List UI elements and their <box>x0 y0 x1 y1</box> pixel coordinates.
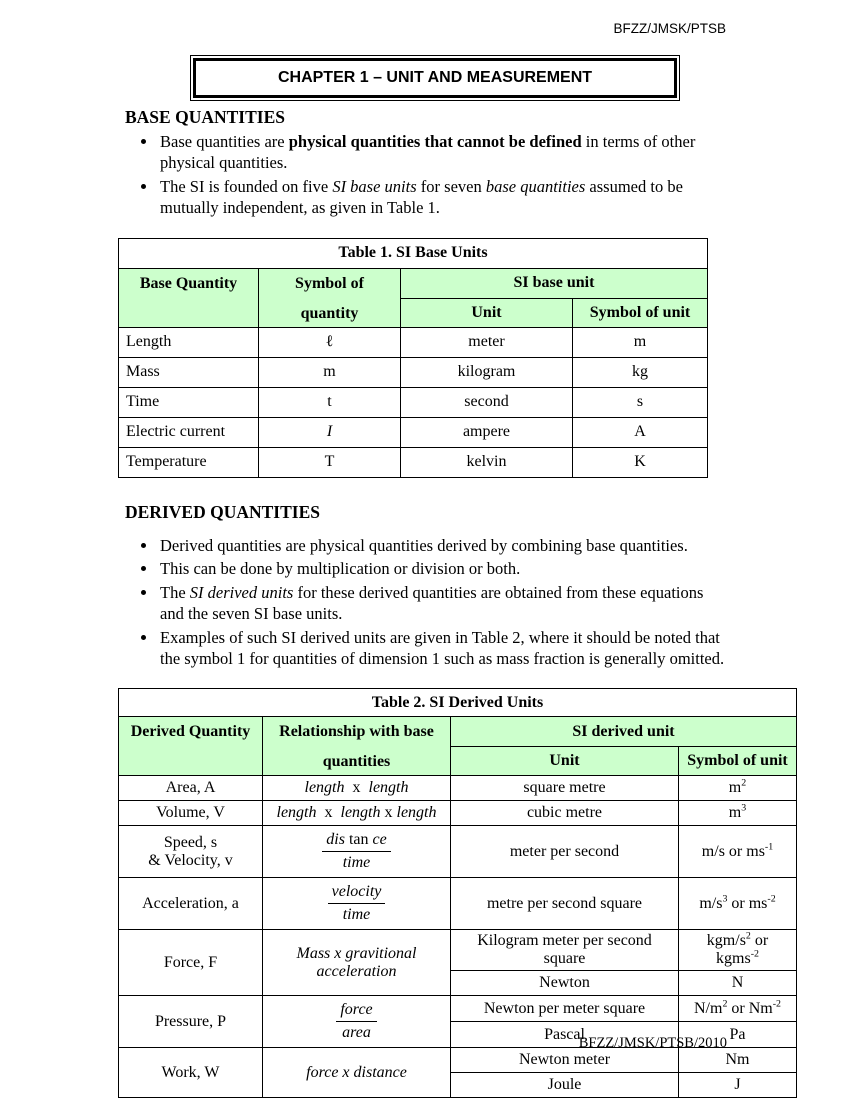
unit-symbol-cell <box>679 1073 797 1098</box>
text-segment: Base quantities are <box>160 132 289 151</box>
unit-symbol-cell <box>573 417 708 447</box>
text-segment: x <box>380 804 397 822</box>
quantity-symbol-cell <box>259 417 401 447</box>
unit-symbol-cell <box>679 878 797 930</box>
text-segment: kgm/s <box>706 932 746 950</box>
unit-cell: cubic metre <box>451 801 679 826</box>
derived-quantity-cell: Acceleration, a <box>119 878 263 930</box>
relationship-cell <box>263 996 451 1048</box>
derived-quantity-cell: Pressure, P <box>119 996 263 1048</box>
header-line-2: quantity <box>300 304 359 322</box>
fraction-numerator <box>322 831 390 852</box>
unit-symbol-cell <box>679 996 797 1022</box>
text-segment: in terms of other <box>581 132 696 151</box>
table1-header-row-1 <box>119 268 708 298</box>
text-segment: for seven <box>416 176 486 196</box>
table-si-base-units <box>118 238 708 478</box>
text-segment: ce <box>372 831 387 849</box>
table2-header-unit-symbol: Symbol of unit <box>679 747 797 776</box>
text-segment: m <box>633 333 647 351</box>
text-segment: length <box>304 779 345 797</box>
text-segment: area <box>342 1024 371 1042</box>
unit-cell: second <box>401 387 573 417</box>
unit-symbol-cell <box>679 776 797 801</box>
text-segment: -2 <box>767 893 776 905</box>
fraction <box>328 880 386 927</box>
table1-header-unit-symbol: Symbol of unit <box>573 298 708 327</box>
text-segment: time <box>342 854 371 872</box>
table1-row <box>119 447 708 477</box>
unit-cell: meter <box>401 327 573 357</box>
table1-title: Table 1. SI Base Units <box>119 238 708 268</box>
derived-bullet-item <box>158 558 798 579</box>
unit-symbol-cell <box>679 971 797 996</box>
table2-header-group: SI derived unit <box>451 717 797 747</box>
text-segment: The <box>160 582 190 602</box>
text-segment: dis <box>326 831 345 849</box>
text-segment: s <box>636 393 644 411</box>
text-segment: length <box>276 804 317 822</box>
base-bullet-item <box>158 176 798 219</box>
unit-cell: meter per second <box>451 826 679 878</box>
unit-cell: Joule <box>451 1073 679 1098</box>
text-segment: m <box>728 804 742 822</box>
derived-quantities-list <box>118 535 798 670</box>
text-segment: 3 <box>722 893 728 905</box>
quantity-symbol-cell <box>259 447 401 477</box>
unit-cell: Newton <box>451 971 679 996</box>
text-segment: m/s or ms <box>701 842 765 860</box>
header-line-1: Relationship with base <box>279 723 434 741</box>
unit-symbol-cell <box>573 357 708 387</box>
text-segment: length <box>396 804 437 822</box>
table1-header-group: SI base unit <box>401 268 708 298</box>
text-segment: velocity <box>331 883 382 901</box>
relationship-cell <box>263 1048 451 1098</box>
text-segment: K <box>634 453 646 471</box>
text-segment: -2 <box>750 949 759 961</box>
text-segment: acceleration <box>316 962 397 980</box>
table2-row <box>119 801 797 826</box>
text-segment: 2 <box>745 931 751 943</box>
table1-row <box>119 417 708 447</box>
text-segment: A <box>634 423 646 441</box>
chapter-title: CHAPTER 1 – UNIT AND MEASUREMENT <box>193 58 677 98</box>
table2-title: Table 2. SI Derived Units <box>119 689 797 717</box>
text-segment: t <box>327 393 332 411</box>
text-segment: 2 <box>741 778 747 790</box>
unit-cell: Newton meter <box>451 1048 679 1073</box>
fraction-numerator <box>336 1001 376 1022</box>
text-segment: N <box>731 974 744 992</box>
text-segment: m <box>728 779 742 797</box>
fraction-denominator <box>322 852 390 872</box>
table1-header-unit: Unit <box>401 298 573 327</box>
base-quantity-cell: Temperature <box>119 447 259 477</box>
table1-row <box>119 357 708 387</box>
fraction <box>336 998 376 1045</box>
base-quantity-cell: Mass <box>119 357 259 387</box>
unit-cell: kelvin <box>401 447 573 477</box>
text-segment: or Nm <box>727 999 773 1017</box>
base-quantity-cell: Time <box>119 387 259 417</box>
unit-cell: Pascal <box>451 1022 679 1048</box>
derived-quantity-cell: Volume, V <box>119 801 263 826</box>
text-segment: x <box>344 779 369 797</box>
relationship-cell <box>263 826 451 878</box>
text-segment: SI derived units <box>189 582 294 602</box>
text-segment: length <box>340 804 381 822</box>
derived-quantity-cell: Speed, s & Velocity, v <box>119 826 263 878</box>
table2-header-relationship <box>263 717 451 776</box>
text-segment: assumed to be <box>585 176 683 196</box>
text-segment: T <box>324 453 335 471</box>
derived-quantities-heading: DERIVED QUANTITIES <box>125 501 320 522</box>
text-segment: time <box>342 906 371 924</box>
text-segment: kg <box>632 363 648 381</box>
text-segment: length <box>368 779 409 797</box>
chapter-title-box <box>190 55 680 101</box>
text-segment: or ms <box>727 894 768 912</box>
unit-symbol-cell <box>679 826 797 878</box>
derived-quantity-cell: Work, W <box>119 1048 263 1098</box>
unit-cell: kilogram <box>401 357 573 387</box>
relationship-cell <box>263 878 451 930</box>
unit-cell: ampere <box>401 417 573 447</box>
text-segment: mutually independent, as given in Table 1. <box>160 198 440 218</box>
text-segment: or <box>750 932 769 950</box>
text-segment: This can be done by multiplication or division or both. <box>160 559 521 579</box>
text-segment: J <box>734 1076 741 1094</box>
text-segment: -1 <box>764 841 774 853</box>
table2-header-row-1 <box>119 717 797 747</box>
quantity-symbol-cell <box>259 357 401 387</box>
unit-cell: metre per second square <box>451 878 679 930</box>
page-header-code: BFZZ/JMSK/PTSB <box>613 21 726 36</box>
quantity-symbol-cell <box>259 387 401 417</box>
base-quantities-list <box>118 131 798 219</box>
text-segment: physical quantities that cannot be defined <box>288 132 582 151</box>
text-segment: Derived quantities are physical quantities derived by combining base quantities. <box>160 535 688 555</box>
header-line-1: Symbol of <box>295 274 364 292</box>
table2-row <box>119 996 797 1022</box>
text-segment: m <box>323 363 336 381</box>
text-segment: -2 <box>772 998 781 1010</box>
header-line-2: quantities <box>322 753 391 771</box>
unit-symbol-cell <box>573 327 708 357</box>
text-segment: Examples of such SI derived units are given in Table 2, where it should be noted that <box>160 627 720 647</box>
table1-row <box>119 327 708 357</box>
text-segment: ℓ <box>325 333 334 351</box>
table2-row <box>119 826 797 878</box>
table2-row <box>119 878 797 930</box>
page-footer-code: BFZZ/JMSK/PTSB/2010 <box>578 1035 727 1051</box>
unit-symbol-cell <box>573 387 708 417</box>
unit-cell: Kilogram meter per second square <box>451 930 679 971</box>
unit-cell: square metre <box>451 776 679 801</box>
text-segment: and the seven SI base units. <box>160 604 343 624</box>
unit-cell: Newton per meter square <box>451 996 679 1022</box>
text-segment: physical quantities. <box>160 153 288 173</box>
text-segment: kgms <box>716 950 751 968</box>
text-segment: Nm <box>725 1051 750 1069</box>
text-segment: 2 <box>722 998 728 1010</box>
derived-bullet-item <box>158 627 798 670</box>
text-segment: m/s <box>699 894 723 912</box>
text-segment: base quantities <box>485 176 586 196</box>
text-segment: I <box>326 423 333 441</box>
page-content <box>118 55 798 1098</box>
text-segment: The SI is founded on five <box>160 176 333 196</box>
relationship-cell <box>263 776 451 801</box>
text-segment: x <box>316 804 341 822</box>
table2-row <box>119 930 797 971</box>
unit-symbol-cell <box>679 930 797 971</box>
base-bullet-item <box>158 131 798 174</box>
base-quantities-heading: BASE QUANTITIES <box>125 107 285 127</box>
base-quantity-cell: Length <box>119 327 259 357</box>
base-quantity-cell: Electric current <box>119 417 259 447</box>
unit-symbol-cell <box>679 801 797 826</box>
table1-header-quantity: Base Quantity <box>119 268 259 327</box>
relationship-cell <box>263 801 451 826</box>
table1-header-symbol <box>259 268 401 327</box>
text-segment: tan <box>344 831 373 849</box>
text-segment: for these derived quantities are obtained from these equations <box>293 582 704 602</box>
text-segment: SI base units <box>332 176 417 196</box>
derived-bullet-item <box>158 582 798 625</box>
fraction-denominator <box>336 1022 376 1042</box>
table1-row <box>119 387 708 417</box>
relationship-cell <box>263 930 451 996</box>
text-segment: force <box>340 1001 373 1019</box>
text-segment: Mass x gravitional <box>296 944 417 962</box>
derived-bullet-item <box>158 535 798 556</box>
text-segment: N/m <box>694 999 723 1017</box>
unit-symbol-cell <box>573 447 708 477</box>
table2-header-quantity: Derived Quantity <box>119 717 263 776</box>
text-segment: 3 <box>741 803 747 815</box>
text-segment: the symbol 1 for quantities of dimension 1 such as mass fraction is generally omitted. <box>160 648 725 668</box>
derived-quantity-cell: Area, A <box>119 776 263 801</box>
table1-title-row <box>119 238 708 268</box>
table2-header-unit: Unit <box>451 747 679 776</box>
derived-quantity-cell: Force, F <box>119 930 263 996</box>
table2-row <box>119 776 797 801</box>
fraction-numerator <box>328 883 386 904</box>
fraction <box>322 828 390 875</box>
text-segment: force x distance <box>306 1063 407 1081</box>
quantity-symbol-cell <box>259 327 401 357</box>
table2-title-row <box>119 689 797 717</box>
fraction-denominator <box>328 904 386 924</box>
text-segment: Pa <box>729 1025 746 1043</box>
